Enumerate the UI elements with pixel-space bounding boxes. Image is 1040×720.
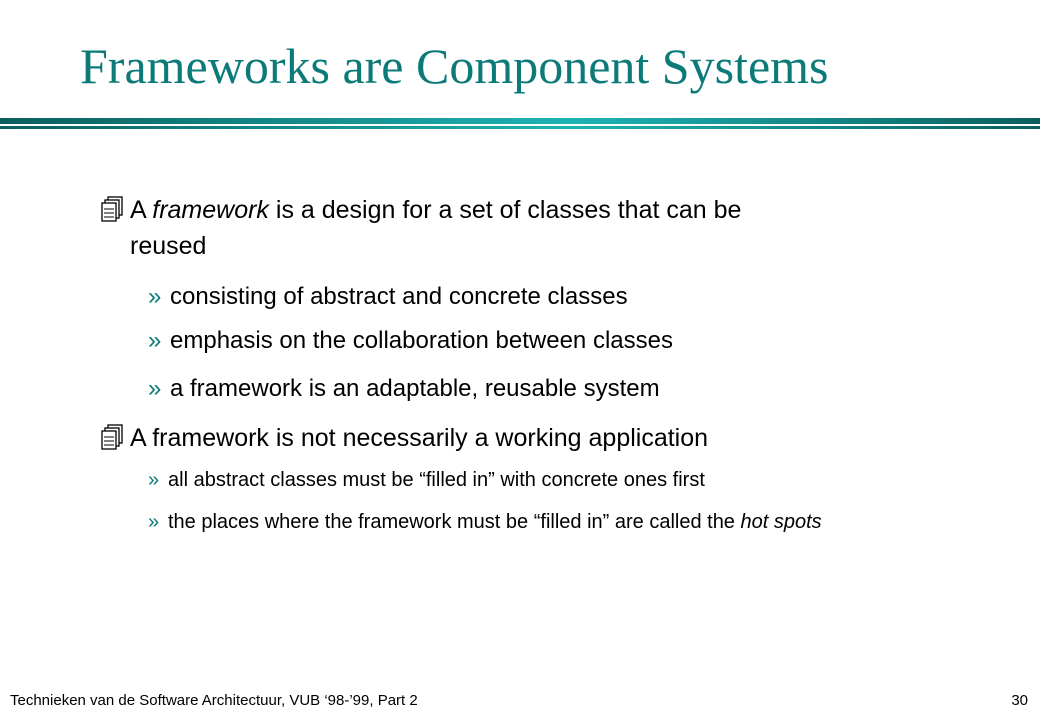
sub-bullet-text: emphasis on the collaboration between classes	[170, 327, 673, 354]
notepad-icon	[100, 424, 126, 457]
sub-bullet-text: all abstract classes must be “filled in” with concrete ones first	[168, 469, 705, 491]
sub-bullet-text: consisting of abstract and concrete classes	[170, 283, 628, 310]
title-underline-thick	[0, 118, 1040, 124]
sub-bullet-text-hot-spots	[168, 508, 938, 536]
sub-bullet-marker: »	[148, 511, 160, 533]
sub-bullet-marker: »	[148, 283, 162, 310]
bullet-text-part: is a design for a set of classes that can be reused	[130, 196, 742, 260]
page-number: 30	[1011, 692, 1028, 709]
bullet-text-part: A	[130, 196, 153, 224]
sub-bullet-text-part: the places where the framework must be “filled in” are called the	[168, 511, 741, 533]
emphasis-hot-spots: hot spots	[740, 511, 822, 533]
sub-bullet-marker: »	[148, 327, 162, 354]
emphasis-framework: framework	[152, 196, 269, 224]
footer-course-title: Technieken van de Software Architectuur, VUB ‘98-’99, Part 2	[10, 692, 418, 709]
sub-bullet-marker: »	[148, 469, 160, 491]
bullet-text-framework-definition	[130, 192, 750, 264]
title-underline-thin	[0, 126, 1040, 129]
slide-title: Frameworks are Component Systems	[80, 38, 829, 94]
notepad-icon	[100, 196, 126, 229]
sub-bullet-marker: »	[148, 375, 162, 402]
bullet-text-not-working-application: A framework is not necessarily a working application	[130, 424, 709, 452]
sub-bullet-text: a framework is an adaptable, reusable system	[170, 375, 660, 402]
